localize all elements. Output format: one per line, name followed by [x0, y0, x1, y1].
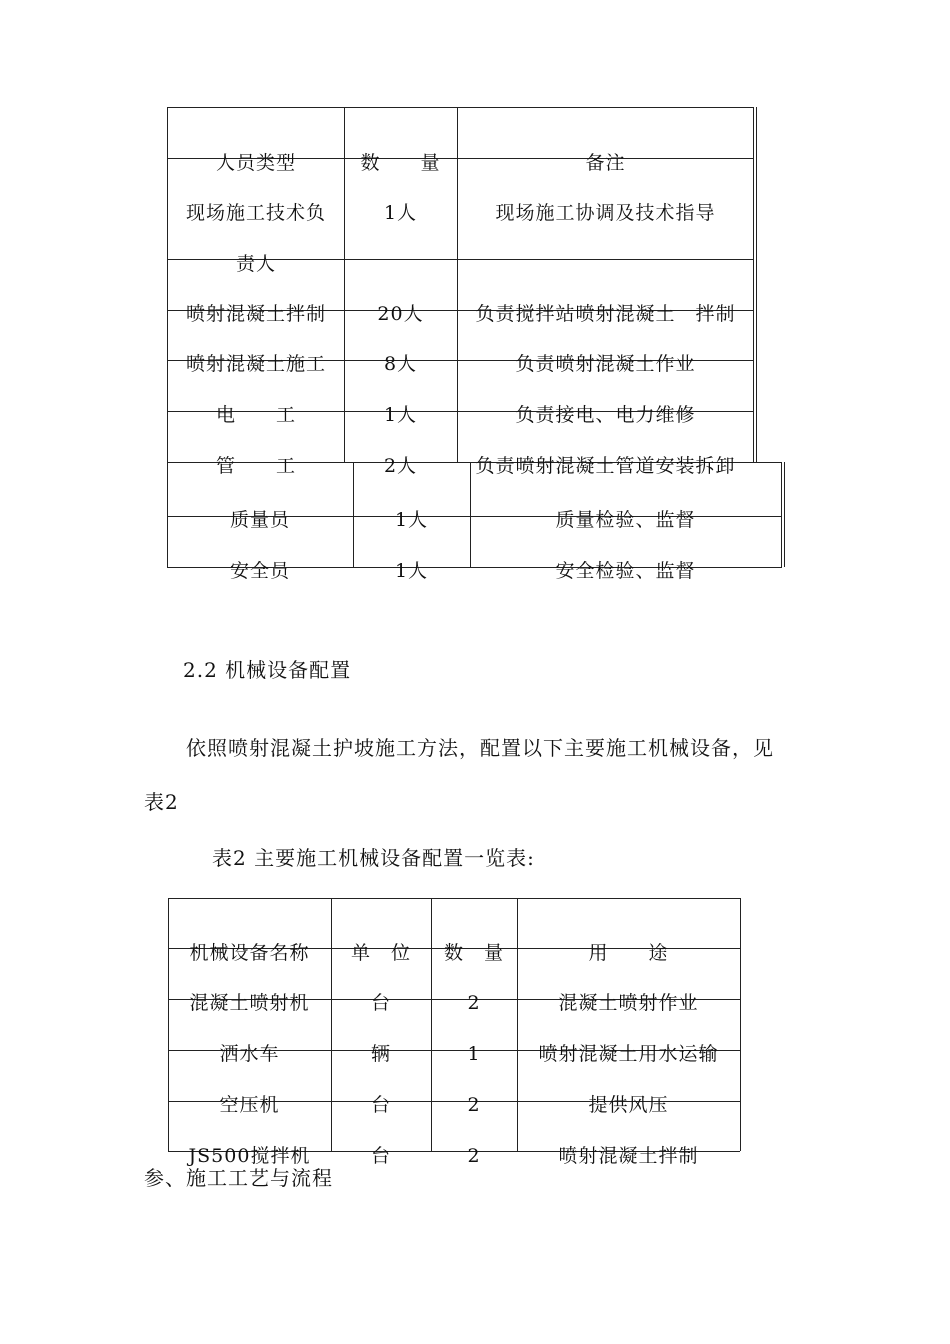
table-cell: 喷射混凝土拌制: [185, 303, 326, 325]
table-cell: 台: [370, 1145, 391, 1167]
header-quantity: 数 量: [360, 152, 441, 174]
table-cell: 1人: [394, 509, 429, 531]
table-cell: 安全员: [229, 560, 290, 582]
table-cell: 提供风压: [588, 1094, 669, 1116]
table-cell: 20人: [377, 303, 424, 325]
table-rule: [784, 462, 785, 567]
table-cell: 2: [467, 992, 481, 1014]
table-cell: 质量员: [229, 509, 290, 531]
table-cell: 台: [370, 1094, 391, 1116]
table-cell: JS500搅拌机: [188, 1145, 311, 1167]
table-cell: 负责喷射混凝土作业: [515, 353, 696, 375]
table-cell: 空压机: [219, 1094, 280, 1116]
table-cell: 管 工: [215, 455, 296, 477]
table-cell: 混凝土喷射作业: [558, 992, 699, 1014]
table-rule: [756, 107, 757, 462]
table-cell: 质量检验、监督: [555, 509, 696, 531]
table-cell: 1人: [394, 560, 429, 582]
table-rule: [740, 898, 741, 1151]
table-rule: [168, 898, 740, 899]
table-cell: 负责搅拌站喷射混凝土 拌制: [475, 303, 736, 325]
table-rule: [167, 107, 754, 108]
table-cell: 责人: [235, 253, 276, 275]
table-cell: 1人: [383, 404, 418, 426]
table-cell: 电 工: [215, 404, 296, 426]
table-cell: 负责接电、电力维修: [515, 404, 696, 426]
table-cell: 8人: [383, 353, 418, 375]
table-cell: 2: [467, 1145, 481, 1167]
table-cell: 负责喷射混凝土管道安装拆卸: [475, 455, 736, 477]
paragraph-line: 依照喷射混凝土护坡施工方法，配置以下主要施工机械设备，见: [186, 736, 774, 760]
next-section-heading: 参、施工工艺与流程: [144, 1166, 333, 1190]
table-cell: 1: [467, 1043, 481, 1065]
table-cell: 混凝土喷射机: [189, 992, 310, 1014]
header-remarks: 备注: [585, 152, 626, 174]
table-cell: 安全检验、监督: [555, 560, 696, 582]
table-cell: 喷射混凝土用水运输: [538, 1043, 719, 1065]
table-cell: 台: [370, 992, 391, 1014]
table-caption: 表2 主要施工机械设备配置一览表:: [212, 846, 535, 870]
header-quantity: 数 量: [443, 942, 504, 964]
table-cell: 2: [467, 1094, 481, 1116]
table-cell: 喷射混凝土施工: [185, 353, 326, 375]
table-cell: 喷射混凝土拌制: [558, 1145, 699, 1167]
table-cell: 现场施工协调及技术指导: [495, 202, 716, 224]
table-rule: [167, 107, 168, 567]
table-cell: 现场施工技术负: [185, 202, 326, 224]
table-cell: 2人: [383, 455, 418, 477]
table-cell: 洒水车: [219, 1043, 280, 1065]
header-unit: 单 位: [350, 942, 411, 964]
header-personnel-type: 人员类型: [215, 152, 296, 174]
section-title: 2.2 机械设备配置: [183, 658, 352, 682]
paragraph-line: 表2: [144, 790, 179, 814]
header-equipment-name: 机械设备名称: [189, 942, 310, 964]
table-cell: 辆: [370, 1043, 391, 1065]
table-rule: [781, 462, 782, 567]
header-purpose: 用 途: [588, 942, 669, 964]
table-cell: 1人: [383, 202, 418, 224]
